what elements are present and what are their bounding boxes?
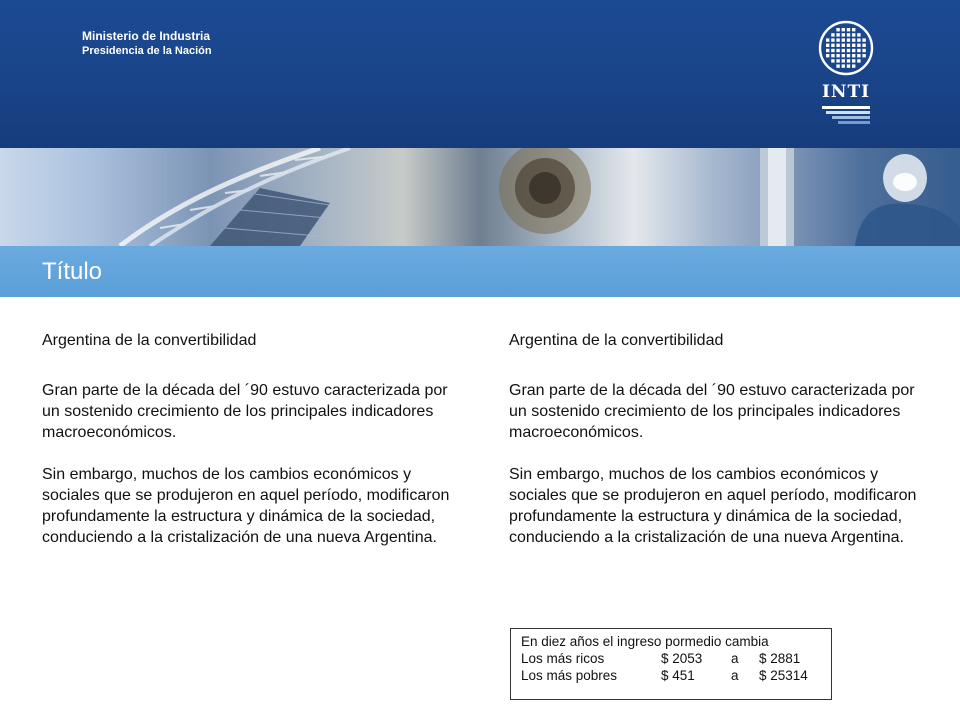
header-banner bbox=[0, 0, 960, 148]
income-to: $ 2881 bbox=[759, 651, 801, 666]
slide-title: Título bbox=[42, 258, 103, 285]
solar-panel-icon bbox=[210, 188, 330, 246]
ministry-block bbox=[82, 29, 212, 59]
income-sep: a bbox=[731, 668, 739, 683]
income-group: Los más pobres bbox=[521, 668, 618, 683]
column-paragraph: Gran parte de la década del ´90 estuvo caracterizada por un sostenido crecimiento de los principales indicadores macroeconómicos. bbox=[42, 382, 448, 441]
income-caption: En diez años el ingreso pormedio cambia bbox=[521, 634, 769, 649]
sunflower-icon bbox=[499, 148, 591, 234]
income-from: $ 2053 bbox=[661, 651, 703, 666]
photo-collage bbox=[0, 148, 960, 246]
inti-grid-circle-logo-icon bbox=[816, 18, 876, 80]
column-paragraph: Sin embargo, muchos de los cambios económicos y sociales que se produjeron en aquel período, modificaron profundamente la estructura y dinámica de la sociedad, conduciendo a la cristalización de una nueva Argentina. bbox=[42, 466, 450, 546]
column-paragraph: Sin embargo, muchos de los cambios económicos y sociales que se produjeron en aquel período, modificaron profundamente la estructura y dinámica de la sociedad, conduciendo a la cristalización de una nueva Argentina. bbox=[509, 466, 917, 546]
income-table bbox=[510, 628, 832, 700]
logo-stripes-icon bbox=[818, 106, 874, 124]
text-column-right bbox=[509, 330, 929, 569]
column-paragraph: Gran parte de la década del ´90 estuvo caracterizada por un sostenido crecimiento de los principales indicadores macroeconómicos. bbox=[509, 382, 915, 441]
presidency-name: Presidencia de la Nación bbox=[82, 45, 212, 57]
income-sep: a bbox=[731, 651, 739, 666]
ministry-name: Ministerio de Industria bbox=[82, 29, 211, 43]
title-bar bbox=[0, 246, 960, 297]
column-heading: Argentina de la convertibilidad bbox=[509, 332, 724, 349]
income-group: Los más ricos bbox=[521, 651, 605, 666]
photo-banner bbox=[0, 148, 960, 246]
column-heading: Argentina de la convertibilidad bbox=[42, 332, 257, 349]
table-row bbox=[521, 667, 831, 684]
lab-technician-icon bbox=[760, 148, 960, 246]
inti-logo bbox=[816, 18, 876, 130]
income-from: $ 451 bbox=[661, 668, 695, 683]
text-column-left bbox=[42, 330, 462, 569]
income-to: $ 25314 bbox=[759, 668, 808, 683]
logo-text: INTI bbox=[821, 82, 871, 102]
table-row bbox=[521, 650, 831, 667]
